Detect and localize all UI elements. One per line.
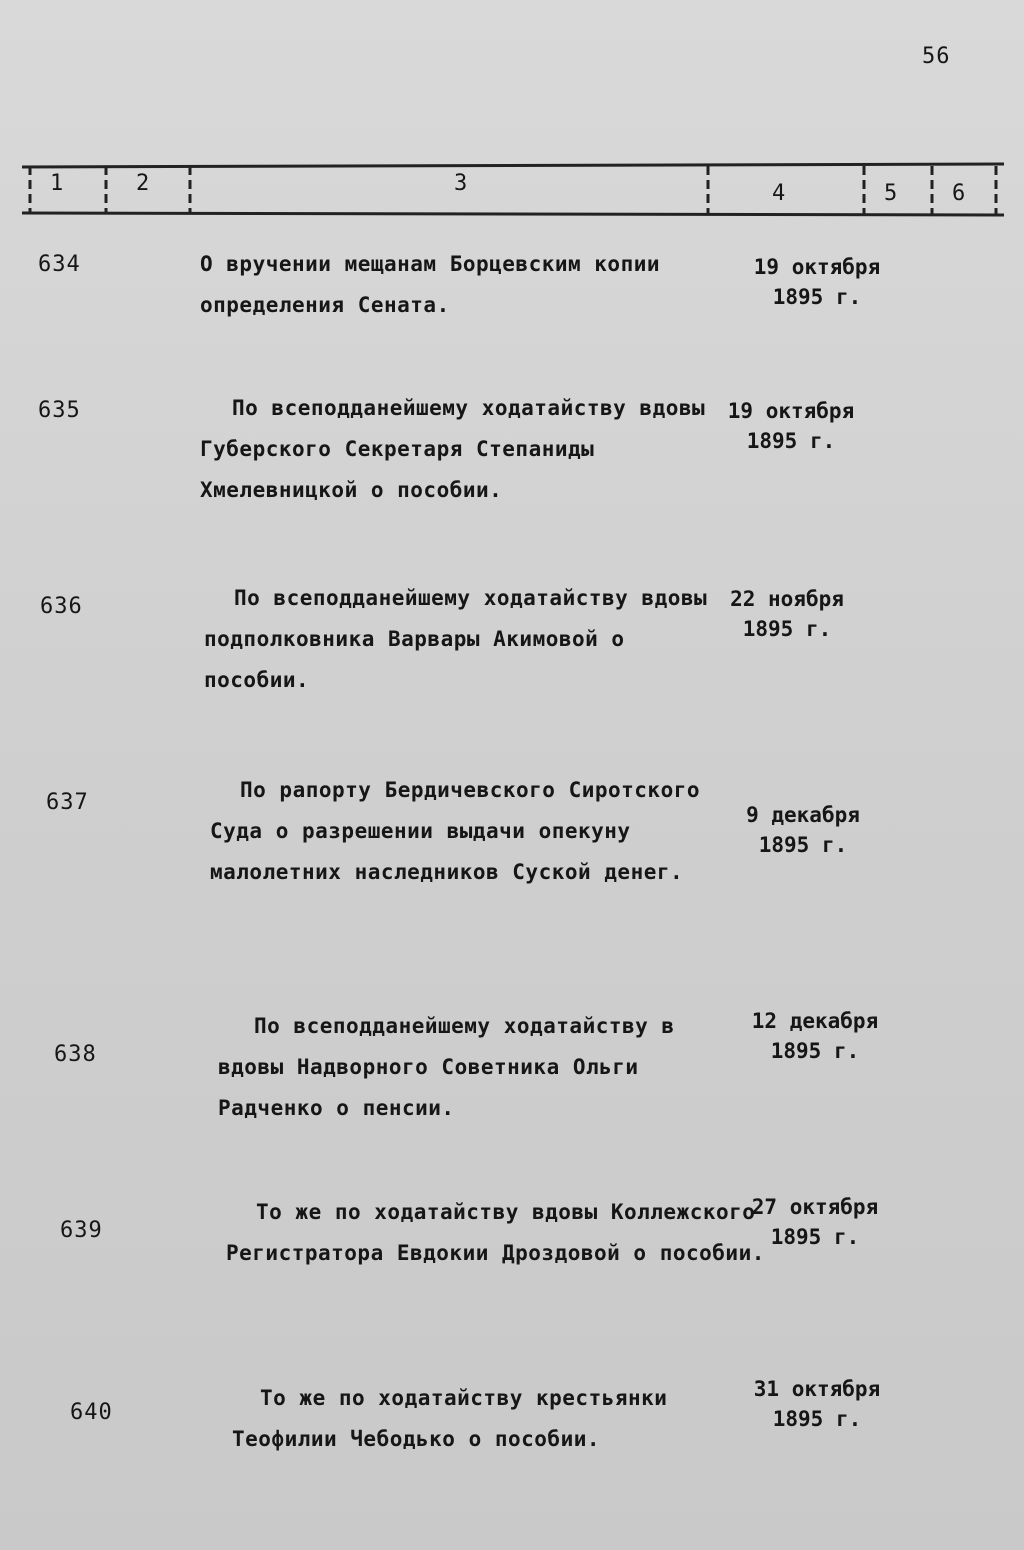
column-header-3: 3 [454,171,468,196]
column-header-6: 6 [952,181,966,206]
row-date [706,396,876,457]
row-date-year: 1895 г. [758,833,848,858]
table-header [22,162,1004,220]
row-number: 638 [54,1042,97,1067]
row-text: То же по ходатайству крестьянки Теофилии Чебодько о пособии. [232,1386,668,1451]
table-header-lines [22,162,1004,220]
row-date-day: 19 октября [727,399,855,423]
row-date-day: 31 октября [753,1377,881,1401]
row-date-year: 1895 г. [746,429,836,454]
row-number: 634 [38,252,81,277]
row-date [732,1374,902,1435]
column-header-4: 4 [772,181,786,206]
row-date-day: 9 декабря [746,803,860,827]
row-text: То же по ходатайству вдовы Коллежского Регистратора Евдокии Дроздовой о пособии. [226,1200,765,1265]
row-number: 640 [70,1400,113,1425]
row-text: По всеподданейшему ходатайству вдовы подполковника Варвары Акимовой о пособии. [204,586,708,692]
row-text: О вручении мещанам Борцевским копии определения Сената. [200,252,661,317]
row-date [718,800,888,861]
row-number: 639 [60,1218,103,1243]
column-header-1: 1 [50,171,64,196]
row-date-year: 1895 г. [772,1407,862,1432]
row-text: По всеподданейшему ходатайству в вдовы Надворного Советника Ольги Радченко о пенсии. [218,1014,675,1120]
row-number: 636 [40,594,83,619]
column-header-2: 2 [136,171,150,196]
row-date-year: 1895 г. [772,285,862,310]
row-date-day: 19 октября [753,255,881,279]
row-date [730,1006,900,1067]
row-text: По рапорту Бердичевского Сиротского Суда о разрешении выдачи опекуну малолетних наследников Суской денег. [210,778,701,884]
row-date [702,584,872,645]
row-text: По всеподданейшему ходатайству вдовы Губерского Секретаря Степаниды Хмелевницкой о пособии. [200,396,706,502]
row-date-day: 22 ноября [730,587,844,611]
row-date-year: 1895 г. [770,1039,860,1064]
row-date [730,1192,900,1253]
row-number: 635 [38,398,81,423]
row-date-year: 1895 г. [770,1225,860,1250]
row-date-day: 12 декабря [751,1009,879,1033]
row-number: 637 [46,790,89,815]
row-date [732,252,902,313]
page-number: 56 [922,44,951,69]
row-date-year: 1895 г. [742,617,832,642]
column-header-5: 5 [884,181,898,206]
row-date-day: 27 октября [751,1195,879,1219]
